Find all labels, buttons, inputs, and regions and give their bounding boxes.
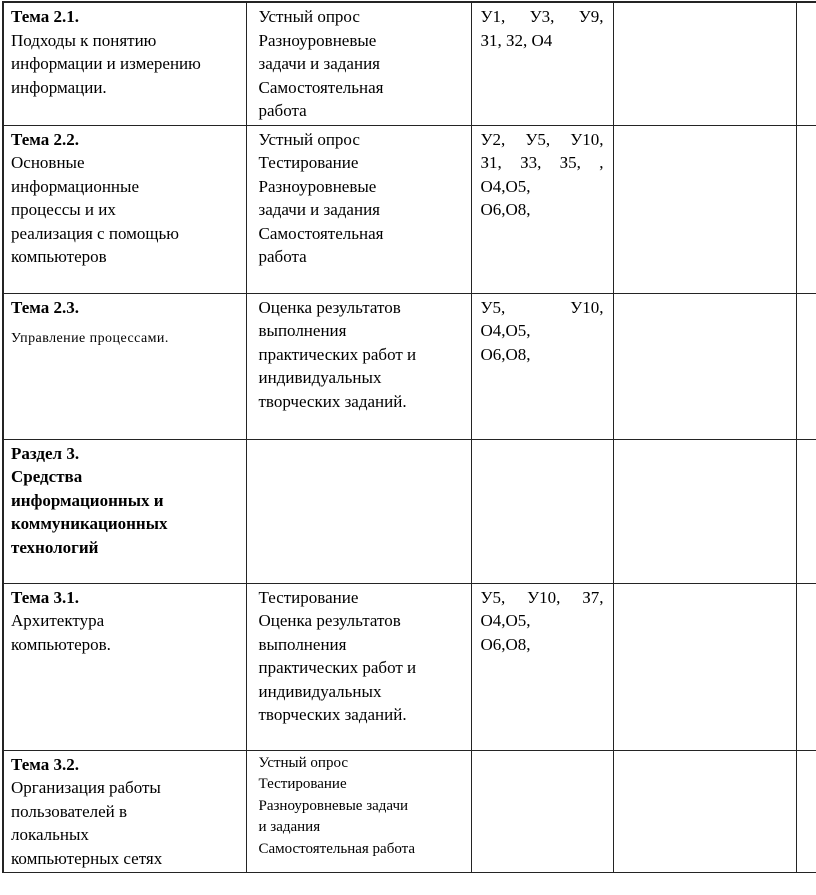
text-line: О6,О8, [480,200,531,219]
text-line: З1, З2, О4 [480,30,553,50]
assessment-cell [246,2,471,125]
text-line: и задания [258,819,321,835]
text-line: Самостоятельная [258,77,384,97]
codes-cell [471,750,613,873]
text-line: выполнения [258,634,347,654]
text-line: задачи и задания [258,54,380,73]
empty-cell [613,750,796,873]
assessment-cell [246,293,471,439]
text-line: Устный опрос [258,7,360,26]
table-row [3,293,816,439]
edge-cell [796,583,816,750]
text-line: Тестирование [258,153,359,172]
text-line: Организация работы [11,778,161,797]
text-line: задачи и задания [258,200,380,219]
text-line: О6,О8, [480,634,531,654]
text-line: Самостоятельная [258,223,384,243]
topic-title: Тема 2.3. [11,297,79,317]
assessment-cell [246,583,471,750]
text-line: О4,О5, [480,321,531,340]
topic-text [11,609,240,656]
section-title: Раздел 3. [11,443,80,463]
topic-title: Тема 3.2. [11,754,79,774]
text-line: практических работ и [258,344,417,364]
topic-cell [3,125,246,293]
topic-title: Тема 2.2. [11,129,79,149]
text-line: Управление процессами. [11,331,169,346]
text-line: Разноуровневые [258,30,377,50]
topic-text [11,29,240,100]
text-line: У5, У10, [480,297,604,317]
text-line: выполнения [258,321,347,340]
text-line: У2, У5, У10, [480,129,604,149]
codes-cell [471,439,613,583]
text-line: Подходы к понятию [11,30,157,50]
text-line: Оценка результатов [258,611,401,630]
text-line: Тестирование [258,587,359,607]
text-line: творческих заданий. [258,391,407,411]
edge-cell [796,750,816,873]
text-line: О4,О5, [480,176,531,196]
edge-cell [796,439,816,583]
codes-cell [471,293,613,439]
text-line: Оценка результатов [258,297,401,317]
topic-title: Тема 3.1. [11,587,79,607]
text-line: творческих заданий. [258,705,407,724]
text-line: З1, З3, З5, , [480,153,604,172]
table-row [3,583,816,750]
text-line: Устный опрос [258,754,348,771]
text-line: информации и измерению [11,54,201,73]
text-line: Средства [11,467,83,486]
text-line: информационных и [11,490,164,510]
text-line: реализация с помощью [11,223,179,243]
text-line: Самостоятельная работа [258,840,416,857]
edge-cell [796,2,816,125]
codes-cell [471,583,613,750]
text-line: компьютеров. [11,634,111,654]
topic-cell [3,750,246,873]
topic-text [11,151,240,269]
empty-cell [613,2,796,125]
topic-cell [3,583,246,750]
text-line: О6,О8, [480,344,531,364]
text-line: Архитектура [11,611,105,630]
assessment-cell [246,125,471,293]
text-line: работа [258,247,307,266]
edge-cell [796,293,816,439]
text-line: Основные [11,153,85,172]
empty-cell [613,439,796,583]
text-line: индивидуальных [258,681,382,701]
edge-cell [796,125,816,293]
table-row [3,2,816,125]
text-line: компьютерных сетях [11,848,163,868]
text-line: Устный опрос [258,129,360,149]
text-line: Разноуровневые [258,176,377,196]
topic-title: Тема 2.1. [11,7,79,26]
curriculum-table [2,1,816,873]
text-line: информации. [11,77,107,97]
text-line: коммуникационных [11,514,168,533]
text-line: О4,О5, [480,611,531,630]
text-line: технологий [11,537,99,557]
codes-cell [471,2,613,125]
text-line: локальных [11,825,89,844]
text-line: индивидуальных [258,368,382,387]
topic-cell [3,439,246,583]
text-line: практических работ и [258,658,417,677]
text-line: пользователей в [11,801,128,821]
table-row [3,125,816,293]
table-row [3,750,816,873]
assessment-cell [246,750,471,873]
section-row [3,439,816,583]
empty-cell [613,293,796,439]
section-text [11,465,240,559]
text-line: Разноуровневые задачи [258,797,409,814]
text-line: информационные [11,176,139,196]
topic-text [11,329,240,349]
assessment-cell [246,439,471,583]
empty-cell [613,583,796,750]
text-line: работа [258,101,307,120]
text-line: Тестирование [258,776,347,792]
text-line: У5, У10, З7, [480,587,604,607]
topic-cell [3,2,246,125]
text-line: У1, У3, У9, [480,7,604,26]
topic-text [11,776,240,870]
text-line: компьютеров [11,247,107,266]
topic-cell [3,293,246,439]
empty-cell [613,125,796,293]
codes-cell [471,125,613,293]
text-line: процессы и их [11,200,116,219]
